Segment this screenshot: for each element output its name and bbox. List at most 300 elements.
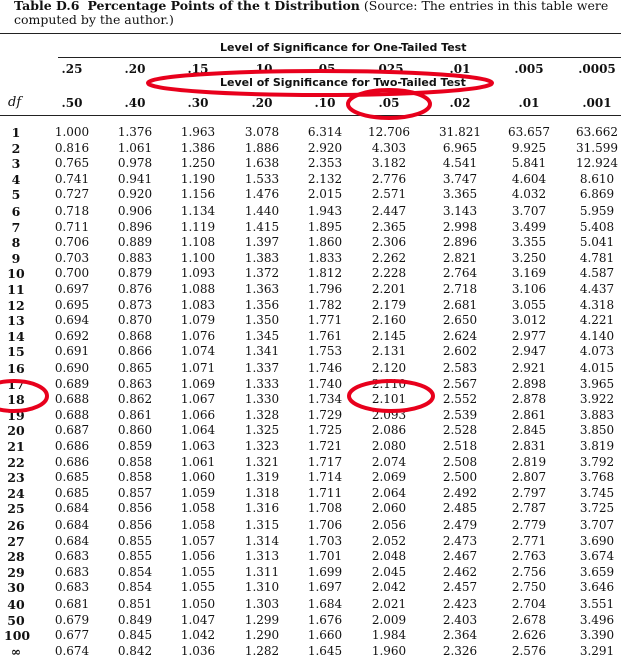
table-cell: 1.376	[117, 125, 153, 139]
table-cell: 1.000	[54, 125, 90, 139]
table-cell: 3.106	[511, 282, 547, 296]
table-cell: 1.782	[307, 297, 343, 312]
table-cell: 1.796	[307, 282, 343, 296]
two-tailed-level: .01	[518, 96, 540, 110]
table-cell: 1.282	[244, 643, 280, 658]
table-cell: 3.768	[579, 470, 615, 485]
table-cell: 1.061	[180, 454, 216, 469]
table-cell: 1.440	[244, 204, 280, 218]
table-cell: 0.706	[54, 235, 90, 250]
table-cell: 0.858	[117, 454, 153, 469]
table-cell: 1.100	[180, 250, 216, 265]
table-cell: 0.689	[54, 376, 90, 391]
df-value: 12	[7, 297, 25, 313]
one-tailed-level: .025	[374, 62, 404, 76]
table-cell: 0.691	[54, 344, 90, 359]
table-cell: 0.816	[54, 140, 90, 155]
table-cell: 3.143	[442, 204, 478, 218]
table-cell: 2.567	[442, 376, 478, 391]
table-cell: 12.924	[576, 156, 618, 171]
table-cell: 0.711	[54, 219, 90, 234]
table-cell: 4.437	[579, 282, 615, 296]
df-value: 3	[11, 156, 21, 172]
table-cell: 1.119	[180, 219, 216, 234]
table-cell: 1.833	[307, 250, 343, 265]
table-cell: 2.131	[371, 344, 407, 359]
table-cell: 1.734	[307, 392, 343, 407]
table-cell: 1.943	[307, 204, 343, 218]
table-cell: 2.764	[442, 266, 478, 281]
table-cell: 1.061	[117, 140, 153, 155]
table-cell: 0.860	[117, 423, 153, 438]
table-cell: 3.745	[579, 485, 615, 500]
table-cell: 0.865	[117, 361, 153, 375]
table-cell: 2.021	[371, 597, 407, 611]
table-cell: 2.201	[371, 282, 407, 296]
table-cell: 1.058	[180, 501, 216, 516]
table-cell: 1.984	[371, 628, 407, 643]
table-cell: 2.624	[442, 328, 478, 343]
table-cell: 1.047	[180, 612, 216, 627]
one-tailed-level: .01	[449, 62, 471, 76]
table-cell: 3.355	[511, 235, 547, 250]
table-cell: 1.717	[307, 454, 343, 469]
table-cell: 1.725	[307, 423, 343, 438]
df-value: 14	[7, 328, 25, 344]
table-cell: 0.718	[54, 204, 90, 218]
table-cell: 1.328	[244, 407, 280, 422]
table-cell: 2.756	[511, 564, 547, 579]
table-cell: 2.763	[511, 549, 547, 564]
table-cell: 3.922	[579, 392, 615, 407]
table-cell: 1.812	[307, 266, 343, 281]
table-cell: 2.518	[442, 439, 478, 453]
one-tailed-level: .0005	[578, 62, 616, 76]
table-cell: 0.896	[117, 219, 153, 234]
table-cell: 4.781	[579, 250, 615, 265]
table-cell: 3.390	[579, 628, 615, 643]
df-value: 26	[7, 518, 25, 533]
table-cell: 1.310	[244, 580, 280, 595]
table-cell: 3.250	[511, 250, 547, 265]
table-cell: 0.854	[117, 580, 153, 595]
table-cell: 1.042	[180, 628, 216, 643]
table-cell: 2.681	[442, 297, 478, 312]
table-cell: 3.182	[371, 156, 407, 171]
table-cell: 1.056	[180, 549, 216, 564]
table-cell: 1.697	[307, 580, 343, 595]
table-cell: 1.372	[244, 266, 280, 281]
table-cell: 5.041	[579, 235, 615, 250]
table-cell: 4.587	[579, 266, 615, 281]
table-cell: 3.883	[579, 407, 615, 422]
table-cell: 1.415	[244, 219, 280, 234]
table-cell: 0.681	[54, 597, 90, 611]
table-cell: 0.879	[117, 266, 153, 281]
table-cell: 1.316	[244, 501, 280, 516]
table-cell: 3.659	[579, 564, 615, 579]
table-cell: 0.690	[54, 361, 90, 375]
df-value: 2	[11, 140, 21, 156]
table-cell: 0.687	[54, 423, 90, 438]
table-cell: 0.684	[54, 533, 90, 548]
table-cell: 5.408	[579, 219, 615, 234]
table-cell: 1.350	[244, 313, 280, 328]
table-cell: 1.134	[180, 204, 216, 218]
table-cell: 2.364	[442, 628, 478, 643]
table-cell: 0.686	[54, 454, 90, 469]
df-value: 40	[7, 597, 25, 612]
table-cell: 1.088	[180, 282, 216, 296]
table-cell: 2.552	[442, 392, 478, 407]
table-cell: 4.221	[579, 313, 615, 328]
table-cell: 1.050	[180, 597, 216, 611]
table-cell: 5.959	[579, 204, 615, 218]
table-cell: 1.386	[180, 140, 216, 155]
table-cell: 1.314	[244, 533, 280, 548]
table-cell: 1.729	[307, 407, 343, 422]
df-value: 30	[7, 580, 25, 596]
table-cell: 0.862	[117, 392, 153, 407]
table-cell: 2.776	[371, 171, 407, 186]
table-cell: 0.685	[54, 470, 90, 485]
table-cell: 2.807	[511, 470, 547, 485]
table-cell: 4.073	[579, 344, 615, 359]
table-cell: 1.684	[307, 597, 343, 611]
table-cell: 3.291	[579, 643, 615, 658]
table-cell: 1.250	[180, 156, 216, 171]
one-tailed-header: Level of Significance for One-Tailed Test	[220, 41, 467, 54]
table-cell: 2.920	[307, 140, 343, 155]
table-cell: 2.457	[442, 580, 478, 595]
table-cell: 2.898	[511, 376, 547, 391]
table-cell: 0.688	[54, 392, 90, 407]
table-cell: 0.845	[117, 628, 153, 643]
table-cell: 31.821	[439, 125, 481, 139]
table-cell: 9.925	[511, 140, 547, 155]
one-tailed-level: .25	[61, 62, 83, 76]
table-cell: 3.747	[442, 171, 478, 186]
table-cell: 1.345	[244, 328, 280, 343]
table-cell: 3.965	[579, 376, 615, 391]
table-cell: 2.878	[511, 392, 547, 407]
table-cell: 2.060	[371, 501, 407, 516]
table-cell: 1.303	[244, 597, 280, 611]
table-cell: 2.056	[371, 518, 407, 532]
table-cell: 1.093	[180, 266, 216, 281]
table-cell: 1.963	[180, 125, 216, 139]
table-cell: 2.145	[371, 328, 407, 343]
two-tailed-level: .10	[314, 96, 336, 110]
table-cell: 2.947	[511, 344, 547, 359]
table-cell: 0.703	[54, 250, 90, 265]
table-cell: 4.015	[579, 361, 615, 375]
table-cell: 2.365	[371, 219, 407, 234]
df-value: 24	[7, 485, 25, 501]
table-cell: 4.032	[511, 187, 547, 202]
table-cell: 3.819	[579, 439, 615, 453]
df-value: 18	[7, 392, 25, 408]
table-cell: 1.321	[244, 454, 280, 469]
table-cell: 2.069	[371, 470, 407, 485]
table-cell: 1.064	[180, 423, 216, 438]
table-cell: 2.845	[511, 423, 547, 438]
table-cell: 2.015	[307, 187, 343, 202]
table-cell: 8.610	[579, 171, 615, 186]
table-cell: 1.290	[244, 628, 280, 643]
df-value: 50	[7, 612, 25, 628]
table-cell: 0.683	[54, 580, 90, 595]
table-cell: 0.683	[54, 549, 90, 564]
table-cell: 3.674	[579, 549, 615, 564]
table-cell: 0.857	[117, 485, 153, 500]
table-cell: 0.851	[117, 597, 153, 611]
table-cell: 2.093	[371, 407, 407, 422]
table-cell: 4.303	[371, 140, 407, 155]
df-value: 4	[11, 171, 21, 187]
df-value: 11	[7, 282, 25, 297]
table-cell: 0.695	[54, 297, 90, 312]
one-tailed-level: .10	[251, 62, 273, 76]
table-cell: 0.870	[117, 313, 153, 328]
table-cell: 2.779	[511, 518, 547, 532]
table-cell: 2.160	[371, 313, 407, 328]
two-tailed-level: .30	[187, 96, 209, 110]
table-cell: 1.325	[244, 423, 280, 438]
table-cell: 2.821	[442, 250, 478, 265]
table-cell: 0.859	[117, 439, 153, 453]
table-cell: 2.492	[442, 485, 478, 500]
df-column-label: df	[8, 95, 22, 110]
table-cell: 1.058	[180, 518, 216, 532]
table-cell: 2.831	[511, 439, 547, 453]
table-cell: 1.397	[244, 235, 280, 250]
table-cell: 3.551	[579, 597, 615, 611]
table-cell: 0.858	[117, 470, 153, 485]
table-cell: 1.771	[307, 313, 343, 328]
table-cell: 1.676	[307, 612, 343, 627]
df-value: 8	[11, 235, 21, 251]
table-cell: 1.108	[180, 235, 216, 250]
table-label: Table D.6	[14, 0, 80, 13]
table-cell: 2.583	[442, 361, 478, 375]
table-cell: 0.920	[117, 187, 153, 202]
table-name: Percentage Points of the t Distribution	[87, 0, 360, 13]
table-cell: 2.718	[442, 282, 478, 296]
df-value: 100	[4, 628, 31, 644]
table-cell: 2.110	[371, 376, 407, 391]
table-caption	[14, 0, 614, 27]
df-value: 23	[7, 470, 25, 486]
table-cell: 1.063	[180, 439, 216, 453]
two-tailed-level: .40	[124, 96, 146, 110]
table-cell: 2.101	[371, 392, 407, 407]
two-tailed-level: .02	[449, 96, 471, 110]
table-cell: 0.692	[54, 328, 90, 343]
table-cell: 1.069	[180, 376, 216, 391]
table-cell: 4.604	[511, 171, 547, 186]
table-cell: 3.725	[579, 501, 615, 516]
table-cell: 3.055	[511, 297, 547, 312]
df-value: 6	[11, 204, 21, 219]
table-cell: 5.841	[511, 156, 547, 171]
table-cell: 1.703	[307, 533, 343, 548]
table-cell: 2.678	[511, 612, 547, 627]
table-cell: 1.383	[244, 250, 280, 265]
two-tailed-level: .50	[61, 96, 83, 110]
table-cell: 1.190	[180, 171, 216, 186]
table-cell: 0.941	[117, 171, 153, 186]
df-value: 1	[11, 125, 21, 140]
table-cell: 0.889	[117, 235, 153, 250]
table-cell: 0.700	[54, 266, 90, 281]
table-cell: 4.541	[442, 156, 478, 171]
table-cell: 1.315	[244, 518, 280, 532]
table-cell: 1.076	[180, 328, 216, 343]
one-tailed-level: .20	[124, 62, 146, 76]
table-cell: 1.319	[244, 470, 280, 485]
table-cell: 1.533	[244, 171, 280, 186]
table-cell: 2.080	[371, 439, 407, 453]
table-cell: 4.318	[579, 297, 615, 312]
table-cell: 1.330	[244, 392, 280, 407]
table-cell: 0.855	[117, 549, 153, 564]
table-cell: 2.626	[511, 628, 547, 643]
table-cell: 1.337	[244, 361, 280, 375]
table-cell: 6.869	[579, 187, 615, 202]
table-cell: 0.856	[117, 518, 153, 532]
df-value: 19	[7, 407, 25, 423]
table-cell: 0.684	[54, 501, 90, 516]
table-cell: 0.978	[117, 156, 153, 171]
table-cell: 1.356	[244, 297, 280, 312]
table-cell: 0.866	[117, 344, 153, 359]
df-value: 28	[7, 549, 25, 565]
table-cell: 2.500	[442, 470, 478, 485]
table-cell: 0.688	[54, 407, 90, 422]
table-cell: 1.057	[180, 533, 216, 548]
table-cell: 3.169	[511, 266, 547, 281]
table-cell: 1.067	[180, 392, 216, 407]
table-cell: 1.699	[307, 564, 343, 579]
table-cell: 3.499	[511, 219, 547, 234]
table-cell: 3.850	[579, 423, 615, 438]
table-cell: 0.876	[117, 282, 153, 296]
table-cell: 12.706	[368, 125, 410, 139]
table-cell: 1.341	[244, 344, 280, 359]
one-tailed-level: .15	[187, 62, 209, 76]
table-cell: 3.707	[511, 204, 547, 218]
table-cell: 2.120	[371, 361, 407, 375]
one-tailed-level: .005	[514, 62, 544, 76]
table-cell: 2.650	[442, 313, 478, 328]
table-cell: 1.323	[244, 439, 280, 453]
table-cell: 2.086	[371, 423, 407, 438]
table-cell: 3.792	[579, 454, 615, 469]
table-cell: 2.353	[307, 156, 343, 171]
table-cell: 1.711	[307, 485, 343, 500]
table-cell: 1.645	[307, 643, 343, 658]
table-cell: 2.576	[511, 643, 547, 658]
two-tailed-level: .20	[251, 96, 273, 110]
two-tailed-level: .001	[582, 96, 612, 110]
two-tailed-level: .05	[378, 96, 400, 110]
df-value: 17	[7, 376, 25, 392]
table-cell: 0.741	[54, 171, 90, 186]
table-cell: 0.679	[54, 612, 90, 627]
top-rule	[0, 33, 621, 34]
df-value: 27	[7, 533, 25, 549]
table-cell: 1.701	[307, 549, 343, 564]
table-cell: 0.685	[54, 485, 90, 500]
table-cell: 1.036	[180, 643, 216, 658]
table-cell: 2.539	[442, 407, 478, 422]
table-cell: 2.473	[442, 533, 478, 548]
table-cell: 2.045	[371, 564, 407, 579]
table-cell: 3.707	[579, 518, 615, 532]
table-cell: 2.571	[371, 187, 407, 202]
table-cell: 1.708	[307, 501, 343, 516]
table-cell: 1.071	[180, 361, 216, 375]
table-cell: 3.365	[442, 187, 478, 202]
table-cell: 1.055	[180, 564, 216, 579]
table-cell: 1.060	[180, 470, 216, 485]
table-cell: 0.849	[117, 612, 153, 627]
table-cell: 0.684	[54, 518, 90, 532]
table-cell: 0.873	[117, 297, 153, 312]
table-cell: 1.074	[180, 344, 216, 359]
table-cell: 2.467	[442, 549, 478, 564]
df-value: 22	[7, 454, 25, 470]
table-cell: 2.896	[442, 235, 478, 250]
table-cell: 2.423	[442, 597, 478, 611]
df-value: 25	[7, 501, 25, 517]
table-cell: 1.714	[307, 470, 343, 485]
table-cell: 0.868	[117, 328, 153, 343]
table-cell: 1.761	[307, 328, 343, 343]
table-cell: 1.860	[307, 235, 343, 250]
table-cell: 3.012	[511, 313, 547, 328]
table-cell: 0.697	[54, 282, 90, 296]
table-cell: 0.883	[117, 250, 153, 265]
table-cell: 2.787	[511, 501, 547, 516]
table-cell: 1.055	[180, 580, 216, 595]
table-cell: 1.746	[307, 361, 343, 375]
table-cell: 1.363	[244, 282, 280, 296]
table-cell: 2.042	[371, 580, 407, 595]
table-cell: 1.311	[244, 564, 280, 579]
table-cell: 1.886	[244, 140, 280, 155]
table-cell: 2.228	[371, 266, 407, 281]
table-cell: 2.704	[511, 597, 547, 611]
table-cell: 0.674	[54, 643, 90, 658]
table-cell: 2.048	[371, 549, 407, 564]
table-cell: 1.079	[180, 313, 216, 328]
table-cell: 1.083	[180, 297, 216, 312]
table-cell: 1.059	[180, 485, 216, 500]
table-cell: 2.064	[371, 485, 407, 500]
table-cell: 0.842	[117, 643, 153, 658]
table-cell: 1.333	[244, 376, 280, 391]
table-cell: 2.485	[442, 501, 478, 516]
table-cell: 0.854	[117, 564, 153, 579]
table-cell: 0.856	[117, 501, 153, 516]
df-value: 7	[11, 219, 21, 235]
df-value: 15	[7, 344, 25, 360]
table-cell: 4.140	[579, 328, 615, 343]
table-cell: 2.998	[442, 219, 478, 234]
table-cell: 2.326	[442, 643, 478, 658]
